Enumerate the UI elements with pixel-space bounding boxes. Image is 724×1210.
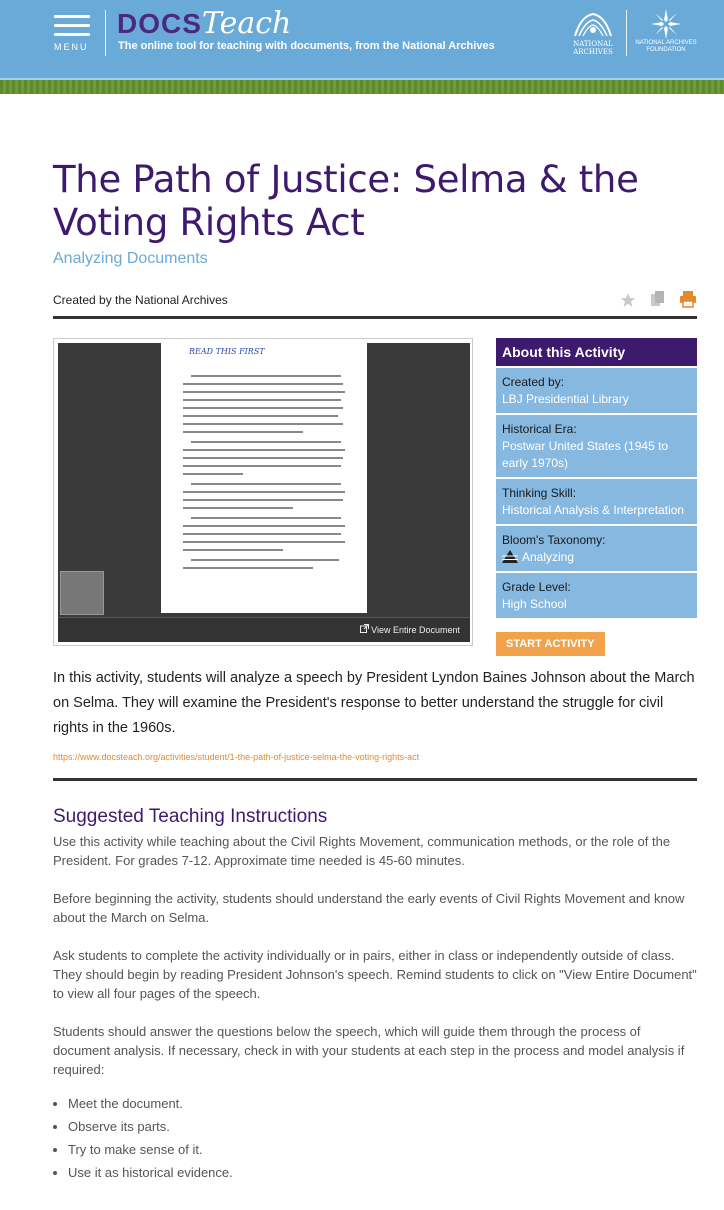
view-entire-label: View Entire Document [371,625,460,635]
about-key: Historical Era: [502,422,577,436]
text-line [191,375,341,377]
text-line [183,423,343,425]
page-title: The Path of Justice: Selma & the Voting Rights Act [53,158,639,244]
about-grade-level [496,573,697,618]
text-line [191,483,341,485]
about-created-by [496,368,697,413]
about-activity-panel [496,338,697,656]
view-entire-document-link[interactable] [360,624,460,635]
text-line [183,533,341,535]
text-line [183,465,341,467]
handwritten-note: READ THIS FIRST [189,347,265,356]
document-page [161,343,367,613]
text-line [183,399,341,401]
about-value[interactable]: LBJ Presidential Library [502,392,629,406]
text-line [183,457,343,459]
text-line [191,559,339,561]
naf-logo-text: NATIONAL ARCHIVES FOUNDATION [635,40,697,53]
text-line [183,491,345,493]
text-line [183,567,313,569]
about-heading: About this Activity [496,338,697,366]
text-line [191,517,341,519]
byline: Created by the National Archives [53,293,228,307]
logo-teach: Teach [201,6,292,41]
text-line [183,415,338,417]
about-key: Grade Level: [502,580,571,594]
analysis-steps-list [53,1092,697,1184]
text-line [183,431,303,433]
pyramid-icon [502,550,518,563]
list-item: • Observe its parts. [68,1115,697,1138]
about-value[interactable]: High School [502,597,567,611]
text-line [183,391,345,393]
text-line [183,541,345,543]
about-key: Thinking Skill: [502,486,577,500]
instructions-paragraph: Use this activity while teaching about the Civil Rights Movement, communication methods, or the role of the President. For grades 7-12. Approximate time needed is 45-60 minutes. [53,834,671,868]
text-line [183,507,293,509]
body-region [53,0,697,1210]
activity-url-link[interactable]: https://www.docsteach.org/activities/student/1-the-path-of-justice-selma-the-voting-rights-act [53,752,420,762]
about-blooms-taxonomy [496,526,697,571]
text-line [183,449,345,451]
text-line [183,525,345,527]
instructions-heading: Suggested Teaching Instructions [53,806,328,827]
about-value-row[interactable] [502,549,691,566]
list-item: • Use it as historical evidence. [68,1161,697,1184]
summary-divider [53,778,697,781]
instructions-paragraph: Ask students to complete the activity individually or in pairs, either in class or independently outside of class. They should begin by reading President Johnson's speech. Remind students to click on "View Entire Document" to view all four pages of the speech. [53,948,697,1001]
about-value: Analyzing [522,550,575,564]
instructions-paragraph: Students should answer the questions below the speech, which will guide them through the process of document analysis. If necessary, check in with your students at each step in the process and model analysis if required: [53,1024,685,1077]
site-tagline: The online tool for teaching with documents, from the National Archives [118,40,495,52]
about-historical-era [496,415,697,477]
page-thumbnail[interactable] [60,571,104,615]
about-key: Bloom's Taxonomy: [502,533,606,547]
instructions-paragraph: Before beginning the activity, students should understand the early events of Civil Rights Movement and know about the March on Selma. [53,891,685,925]
list-item: • Try to make sense of it. [68,1138,697,1161]
text-line [183,549,283,551]
about-value[interactable]: Postwar United States (1945 to early 1970s) [502,439,669,470]
about-thinking-skill [496,479,697,524]
na-logo-text: NATIONAL ARCHIVES [573,40,613,56]
about-value[interactable]: Historical Analysis & Interpretation [502,503,685,517]
document-viewer[interactable] [53,338,473,646]
about-key: Created by: [502,375,565,389]
text-line [183,499,343,501]
start-activity-button[interactable]: START ACTIVITY [496,632,605,656]
text-line [183,473,243,475]
text-line [183,383,343,385]
teaching-instructions [53,806,697,1184]
list-item: • Meet the document. [68,1092,697,1115]
external-link-icon [360,624,369,633]
text-line [183,407,343,409]
text-line [191,441,341,443]
viewer-footer [58,617,470,642]
menu-label: MENU [54,42,89,52]
activity-summary: In this activity, students will analyze a speech by President Lyndon Baines Johnson about the March on Selma. They will examine the President's response to better understand the struggle for civil rights in the 1960s. [53,670,695,736]
activity-type: Analyzing Documents [53,250,208,267]
logo-docs: DOCS [117,8,202,39]
